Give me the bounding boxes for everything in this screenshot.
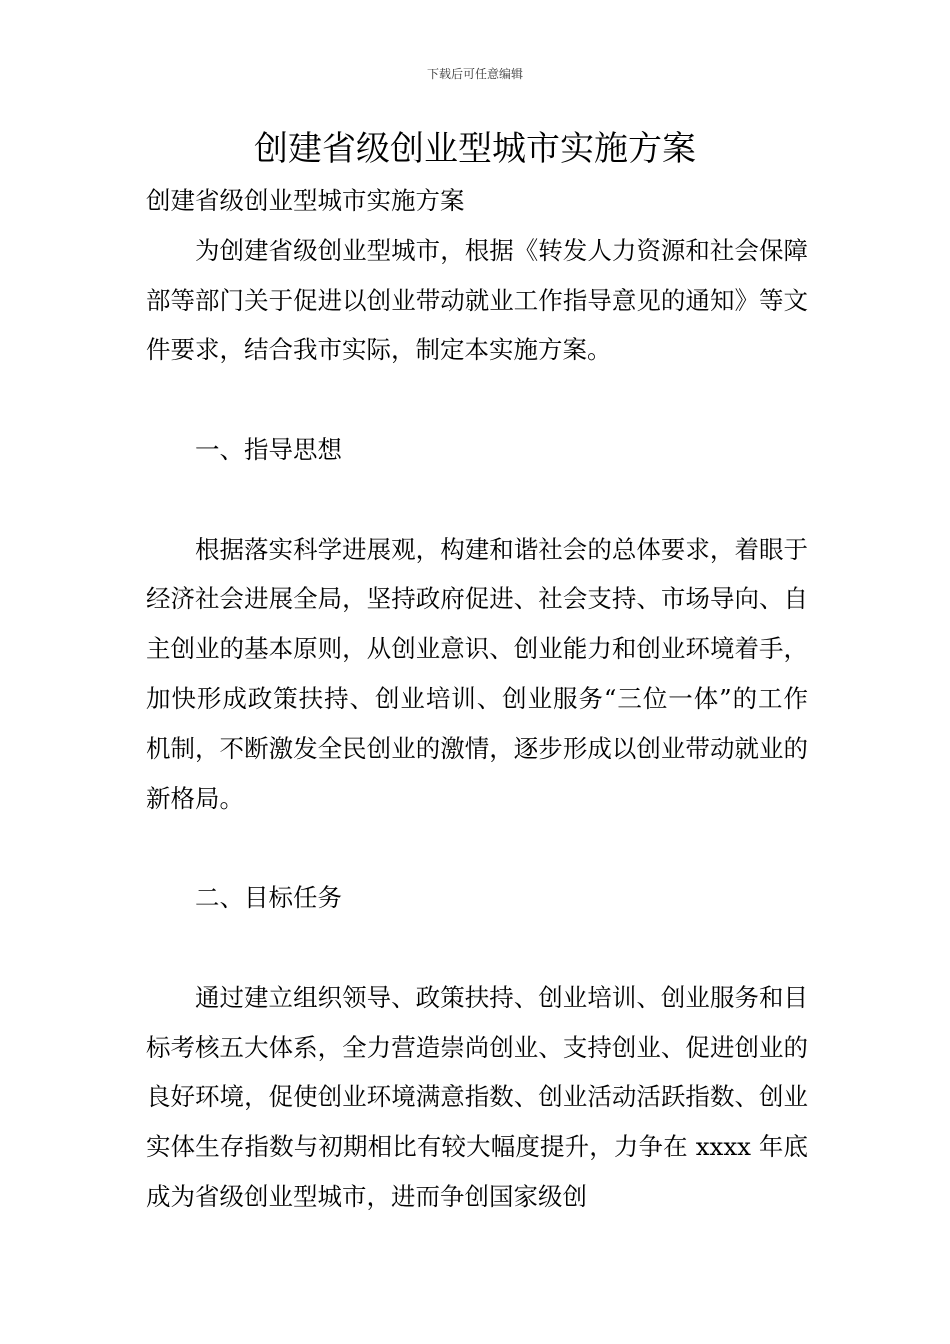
guiding-paragraph: 根据落实科学进展观，构建和谐社会的总体要求，着眼于经济社会进展全局，坚持政府促进、社会支持、市场导向、自主创业的基本原则，从创业意识、创业能力和创业环境着手，加快形成政策扶持、创业培训、创业服务“三位一体”的工作机制，不断激发全民创业的激情，逐步形成以创业带动就业的新格局。 <box>146 534 808 813</box>
paragraph-spacer <box>146 375 808 425</box>
goals-paragraph: 通过建立组织领导、政策扶持、创业培训、创业服务和目标考核五大体系，全力营造崇尚创业、支持创业、促进创业的良好环境，促使创业环境满意指数、创业活动活跃指数、创业实体生存指数与初期相比有较大幅度提升，力争在 xxxx 年底成为省级创业型城市，进而争创国家级创 <box>146 982 808 1211</box>
document-body <box>146 176 808 1222</box>
intro-paragraph: 为创建省级创业型城市，根据《转发人力资源和社会保障部等部门关于促进以创业带动就业工作指导意见的通知》等文件要求，结合我市实际，制定本实施方案。 <box>146 235 808 365</box>
section-heading-goals: 二、目标任务 <box>195 883 342 913</box>
section-heading-guiding: 一、指导思想 <box>195 434 342 464</box>
paragraph-spacer <box>146 475 808 525</box>
paragraph-spacer <box>146 823 808 873</box>
document-subtitle: 创建省级创业型城市实施方案 <box>146 186 465 215</box>
header-note: 下载后可任意编辑 <box>426 67 523 81</box>
document-title: 创建省级创业型城市实施方案 <box>254 129 696 169</box>
paragraph-spacer <box>146 923 808 973</box>
